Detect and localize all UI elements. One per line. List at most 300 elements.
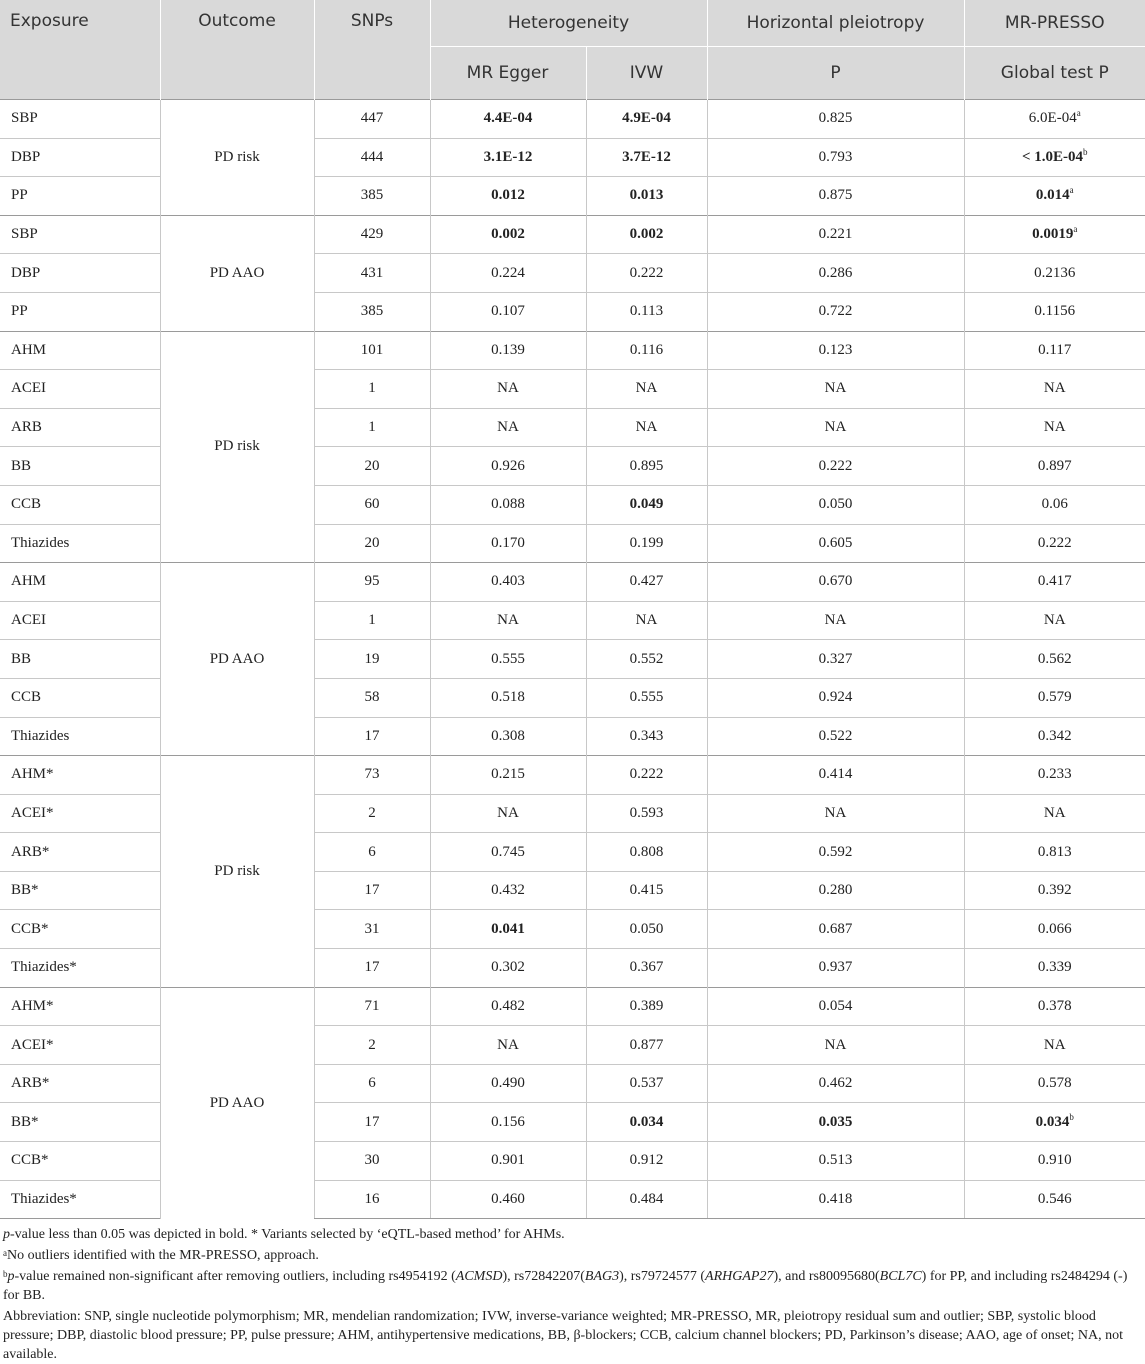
mr-egger-cell-value: 0.215 <box>491 766 525 783</box>
header-horizontal-pleiotropy: Horizontal pleiotropy <box>707 0 964 47</box>
pleiotropy-p-cell-value: 0.286 <box>818 264 853 281</box>
mr-egger-cell <box>430 756 586 795</box>
snps-cell <box>314 794 430 833</box>
ivw-cell-value: 0.199 <box>629 534 664 551</box>
pleiotropy-p-cell <box>707 910 964 949</box>
snps-cell <box>314 524 430 563</box>
mr-egger-cell-value: 0.901 <box>491 1152 525 1169</box>
exposure-cell-value: AHM* <box>11 997 54 1014</box>
snps-cell-value: 447 <box>360 110 384 127</box>
outcome-cell: PD risk <box>160 756 314 988</box>
table-row <box>0 331 1145 370</box>
pleiotropy-p-cell-value: NA <box>824 612 847 629</box>
mr-egger-cell <box>430 177 586 216</box>
pleiotropy-p-cell <box>707 871 964 910</box>
exposure-cell <box>0 254 160 293</box>
pleiotropy-p-cell-value: 0.670 <box>818 573 853 590</box>
global-test-p-cell <box>964 601 1145 640</box>
exposure-cell <box>0 447 160 486</box>
ivw-cell-value: 0.389 <box>629 997 664 1014</box>
pleiotropy-p-cell <box>707 292 964 331</box>
pleiotropy-p-cell-value: 0.513 <box>818 1152 853 1169</box>
ivw-cell <box>586 485 707 524</box>
ivw-cell <box>586 794 707 833</box>
ivw-cell-value: 0.552 <box>629 650 664 667</box>
ivw-cell-value: 0.415 <box>629 882 664 899</box>
ivw-cell <box>586 215 707 254</box>
exposure-cell-value: ACEI <box>11 380 46 397</box>
mr-egger-cell-value: NA <box>497 612 519 629</box>
footnote-text: -value less than 0.05 was depicted in bold. * Variants selected by ‘eQTL-based method’ for AHMs. <box>10 1227 565 1243</box>
table-body <box>0 100 1145 1219</box>
gene-name: ARHGAP27 <box>705 1269 774 1285</box>
snps-cell <box>314 331 430 370</box>
global-test-p-cell-value: 0.578 <box>1037 1075 1072 1092</box>
snps-cell-value: 71 <box>364 997 380 1014</box>
mr-egger-cell <box>430 833 586 872</box>
mr-egger-cell-value: NA <box>497 419 519 436</box>
global-test-p-cell <box>964 987 1145 1026</box>
pleiotropy-p-cell-value: 0.793 <box>818 148 853 165</box>
global-test-p-cell-value: 0.222 <box>1037 534 1072 551</box>
footnote-italic-p: p <box>7 1269 15 1285</box>
mr-egger-cell-value: 0.308 <box>491 727 525 744</box>
snps-cell-value: 6 <box>368 1075 376 1092</box>
exposure-cell <box>0 292 160 331</box>
snps-cell-value: 31 <box>364 920 380 937</box>
pleiotropy-p-cell <box>707 678 964 717</box>
global-test-p-cell-value: 0.392 <box>1037 882 1072 899</box>
exposure-cell <box>0 717 160 756</box>
global-test-p-cell <box>964 794 1145 833</box>
pleiotropy-p-cell-value: 0.123 <box>818 341 853 358</box>
global-test-p-cell <box>964 370 1145 409</box>
ivw-cell-value: 0.116 <box>629 341 664 358</box>
mr-egger-cell <box>430 370 586 409</box>
mr-egger-cell-value: 0.170 <box>491 534 525 551</box>
global-test-p-cell-value: NA <box>1043 1036 1066 1053</box>
global-test-p-cell <box>964 678 1145 717</box>
snps-cell <box>314 292 430 331</box>
mr-egger-cell <box>430 1142 586 1181</box>
exposure-cell <box>0 1026 160 1065</box>
exposure-cell <box>0 949 160 988</box>
snps-cell <box>314 138 430 177</box>
mr-egger-cell <box>430 485 586 524</box>
snps-cell <box>314 756 430 795</box>
pleiotropy-p-cell-value: 0.414 <box>818 766 853 783</box>
gene-name: BCL7C <box>879 1269 922 1285</box>
global-test-p-cell-value: 0.339 <box>1037 959 1072 976</box>
exposure-cell <box>0 215 160 254</box>
global-test-p-cell-value: 0.562 <box>1037 650 1072 667</box>
pleiotropy-p-cell-value: 0.722 <box>818 303 853 320</box>
snps-cell <box>314 987 430 1026</box>
mr-egger-cell-value: NA <box>497 804 519 821</box>
exposure-cell-value: AHM* <box>11 766 54 783</box>
mr-egger-cell <box>430 138 586 177</box>
header-outcome: Outcome <box>160 0 314 100</box>
global-test-p-cell <box>964 1103 1145 1142</box>
snps-cell <box>314 910 430 949</box>
ivw-cell <box>586 370 707 409</box>
exposure-cell-value: Thiazides* <box>11 959 77 976</box>
pleiotropy-p-cell <box>707 100 964 139</box>
ivw-cell-value: 3.7E-12 <box>622 148 671 165</box>
ivw-cell-value: 0.895 <box>629 457 664 474</box>
global-test-p-cell-value: 0.233 <box>1037 766 1072 783</box>
header-pleiotropy-p: P <box>707 47 964 100</box>
footnote-text: ), rs72842207( <box>502 1269 585 1285</box>
ivw-cell <box>586 331 707 370</box>
mr-egger-cell-value: 0.490 <box>491 1075 525 1092</box>
mr-egger-cell-value: 4.4E-04 <box>483 110 533 127</box>
mr-egger-cell <box>430 717 586 756</box>
mr-egger-cell-value: 0.518 <box>491 689 525 706</box>
global-test-p-cell <box>964 640 1145 679</box>
exposure-cell <box>0 408 160 447</box>
global-test-p-cell-value: 0.546 <box>1037 1190 1072 1207</box>
mr-egger-cell-value: 0.432 <box>491 882 525 899</box>
pleiotropy-p-cell-value: 0.050 <box>818 496 853 513</box>
mr-egger-cell <box>430 563 586 602</box>
pleiotropy-p-cell-value: 0.875 <box>818 187 853 204</box>
global-test-p-cell-value: NA <box>1043 804 1066 821</box>
exposure-cell <box>0 794 160 833</box>
snps-cell <box>314 563 430 602</box>
pleiotropy-p-cell-value: 0.522 <box>818 727 853 744</box>
ivw-cell-value: 0.555 <box>629 689 664 706</box>
global-test-p-cell-value: 0.1156 <box>1034 303 1076 320</box>
snps-cell-value: 16 <box>364 1190 380 1207</box>
footnote-marker: a <box>1076 108 1081 119</box>
ivw-cell <box>586 1180 707 1219</box>
snps-cell <box>314 601 430 640</box>
pleiotropy-p-cell <box>707 1180 964 1219</box>
ivw-cell <box>586 408 707 447</box>
header-heterogeneity: Heterogeneity <box>430 0 707 47</box>
snps-cell-value: 19 <box>364 650 380 667</box>
snps-cell <box>314 1026 430 1065</box>
exposure-cell <box>0 871 160 910</box>
mr-egger-cell-value: 0.482 <box>491 997 525 1014</box>
ivw-cell <box>586 524 707 563</box>
mr-egger-cell <box>430 910 586 949</box>
table-row <box>0 100 1145 139</box>
global-test-p-cell-value: 0.417 <box>1037 573 1072 590</box>
pleiotropy-p-cell <box>707 215 964 254</box>
gene-name: ACMSD <box>455 1269 503 1285</box>
pleiotropy-p-cell <box>707 177 964 216</box>
snps-cell-value: 444 <box>360 148 384 165</box>
mr-egger-cell <box>430 524 586 563</box>
snps-cell-value: 58 <box>364 689 380 706</box>
global-test-p-cell-value: 0.034 <box>1035 1113 1070 1130</box>
ivw-cell-value: 0.427 <box>629 573 664 590</box>
footnote-a <box>3 1246 1141 1265</box>
header-global-test-p: Global test P <box>964 47 1145 100</box>
global-test-p-cell-value: 0.014 <box>1035 187 1070 204</box>
ivw-cell <box>586 447 707 486</box>
mr-egger-cell <box>430 601 586 640</box>
snps-cell <box>314 1180 430 1219</box>
pleiotropy-p-cell <box>707 331 964 370</box>
global-test-p-cell-value: 0.813 <box>1037 843 1072 860</box>
ivw-cell-value: NA <box>635 380 658 397</box>
ivw-cell <box>586 177 707 216</box>
mr-egger-cell <box>430 1180 586 1219</box>
pleiotropy-p-cell-value: 0.825 <box>818 110 853 127</box>
ivw-cell <box>586 601 707 640</box>
snps-cell-value: 6 <box>368 843 376 860</box>
table-header <box>0 0 1145 100</box>
global-test-p-cell <box>964 1142 1145 1181</box>
snps-cell <box>314 1142 430 1181</box>
mr-egger-cell-value: 0.041 <box>491 920 525 937</box>
pleiotropy-p-cell-value: 0.924 <box>818 689 853 706</box>
exposure-cell <box>0 1064 160 1103</box>
exposure-cell-value: DBP <box>11 264 41 281</box>
ivw-cell <box>586 563 707 602</box>
footnote-abbreviations: Abbreviation: SNP, single nucleotide polymorphism; MR, mendelian randomization; IVW, inverse-variance weighted; MR-PRESSO, MR, pleiotropy residual sum and outlier; SBP, systolic blood pressure; DBP, diastolic blood pressure; PP, pulse pressure; AHM, antihypertensive medications, BB, β-blockers; CCB, calcium channel blockers; PD, Parkinson’s disease; AAO, age of onset; NA, not available. <box>3 1309 1123 1363</box>
mr-egger-cell <box>430 871 586 910</box>
snps-cell-value: 17 <box>364 882 380 899</box>
outcome-cell: PD risk <box>160 331 314 563</box>
footnote-marker: b <box>3 1269 8 1280</box>
mr-egger-cell-value: NA <box>497 380 519 397</box>
global-test-p-cell <box>964 871 1145 910</box>
mr-egger-cell <box>430 794 586 833</box>
header-ivw: IVW <box>586 47 707 100</box>
mr-egger-cell-value: 0.302 <box>491 959 525 976</box>
exposure-cell <box>0 138 160 177</box>
pleiotropy-p-cell <box>707 987 964 1026</box>
pleiotropy-p-cell-value: 0.054 <box>818 997 853 1014</box>
snps-cell-value: 30 <box>364 1152 380 1169</box>
footnote-b <box>3 1267 1141 1305</box>
pleiotropy-p-cell-value: 0.418 <box>818 1190 853 1207</box>
footnote-text: ), rs79724577 ( <box>619 1269 706 1285</box>
snps-cell <box>314 949 430 988</box>
ivw-cell-value: 0.877 <box>629 1036 664 1053</box>
snps-cell-value: 1 <box>368 380 376 397</box>
header-mr-egger: MR Egger <box>430 47 586 100</box>
pleiotropy-p-cell-value: 0.222 <box>818 457 853 474</box>
mr-egger-cell-value: 0.156 <box>491 1113 525 1130</box>
snps-cell-value: 385 <box>360 187 384 204</box>
ivw-cell-value: 0.002 <box>629 226 664 243</box>
snps-cell <box>314 408 430 447</box>
ivw-cell <box>586 717 707 756</box>
exposure-cell-value: ACEI* <box>11 1036 54 1053</box>
footnote-text: -value remained non-significant after removing outliers, including rs4954192 ( <box>14 1269 456 1285</box>
ivw-cell-value: 0.808 <box>629 843 664 860</box>
ivw-cell-value: 0.113 <box>629 303 664 320</box>
mr-egger-cell <box>430 640 586 679</box>
global-test-p-cell <box>964 485 1145 524</box>
snps-cell <box>314 447 430 486</box>
exposure-cell <box>0 987 160 1026</box>
pleiotropy-p-cell <box>707 756 964 795</box>
footnote-marker: b <box>1083 146 1088 157</box>
mr-egger-cell <box>430 408 586 447</box>
snps-cell <box>314 177 430 216</box>
ivw-cell-value: NA <box>635 419 658 436</box>
pleiotropy-p-cell <box>707 408 964 447</box>
mr-egger-cell-value: 0.002 <box>491 226 525 243</box>
snps-cell <box>314 485 430 524</box>
global-test-p-cell-value: 0.910 <box>1037 1152 1072 1169</box>
snps-cell-value: 1 <box>368 612 376 629</box>
snps-cell-value: 2 <box>368 804 376 821</box>
snps-cell <box>314 254 430 293</box>
mr-egger-cell-value: 0.745 <box>491 843 525 860</box>
snps-cell-value: 20 <box>364 457 380 474</box>
mr-egger-cell <box>430 678 586 717</box>
ivw-cell <box>586 640 707 679</box>
exposure-cell-value: Thiazides* <box>11 1190 77 1207</box>
exposure-cell <box>0 1103 160 1142</box>
footnote-marker: a <box>1069 185 1074 196</box>
snps-cell-value: 385 <box>360 303 384 320</box>
table-row <box>0 563 1145 602</box>
ivw-cell <box>586 678 707 717</box>
ivw-cell <box>586 138 707 177</box>
ivw-cell-value: 0.367 <box>629 959 664 976</box>
exposure-cell <box>0 640 160 679</box>
snps-cell <box>314 215 430 254</box>
global-test-p-cell <box>964 756 1145 795</box>
global-test-p-cell-value: 0.117 <box>1038 341 1072 358</box>
exposure-cell-value: ACEI* <box>11 804 54 821</box>
pleiotropy-p-cell-value: 0.035 <box>818 1113 853 1130</box>
global-test-p-cell <box>964 833 1145 872</box>
outcome-cell: PD AAO <box>160 563 314 756</box>
global-test-p-cell <box>964 292 1145 331</box>
mr-egger-cell-value: 0.139 <box>491 341 525 358</box>
mr-egger-cell-value: 0.224 <box>491 264 525 281</box>
ivw-cell-value: 0.912 <box>629 1152 664 1169</box>
global-test-p-cell <box>964 1180 1145 1219</box>
pleiotropy-p-cell-value: NA <box>824 419 847 436</box>
ivw-cell <box>586 1026 707 1065</box>
mr-egger-cell <box>430 215 586 254</box>
mr-egger-cell <box>430 949 586 988</box>
snps-cell <box>314 833 430 872</box>
mr-egger-cell-value: 0.926 <box>491 457 525 474</box>
pleiotropy-p-cell-value: 0.937 <box>818 959 853 976</box>
header-mr-presso: MR-PRESSO <box>964 0 1145 47</box>
pleiotropy-p-cell <box>707 794 964 833</box>
global-test-p-cell-value: 0.579 <box>1037 689 1072 706</box>
table-row <box>0 756 1145 795</box>
ivw-cell <box>586 949 707 988</box>
mr-egger-cell <box>430 100 586 139</box>
mr-egger-cell-value: 0.555 <box>491 650 525 667</box>
global-test-p-cell <box>964 1064 1145 1103</box>
global-test-p-cell-value: 0.342 <box>1037 727 1072 744</box>
outcome-cell: PD risk <box>160 100 314 216</box>
snps-cell-value: 101 <box>360 341 384 358</box>
global-test-p-cell <box>964 331 1145 370</box>
ivw-cell <box>586 100 707 139</box>
snps-cell-value: 60 <box>364 496 380 513</box>
exposure-cell-value: PP <box>11 187 28 204</box>
ivw-cell <box>586 987 707 1026</box>
exposure-cell-value: CCB <box>11 689 42 706</box>
exposure-cell <box>0 331 160 370</box>
global-test-p-cell <box>964 447 1145 486</box>
snps-cell <box>314 871 430 910</box>
exposure-cell <box>0 563 160 602</box>
snps-cell-value: 429 <box>360 226 384 243</box>
footnote-text: ), and rs80095680( <box>773 1269 880 1285</box>
snps-cell <box>314 1064 430 1103</box>
exposure-cell-value: ARB* <box>11 843 50 860</box>
pleiotropy-p-cell <box>707 370 964 409</box>
pleiotropy-p-cell-value: NA <box>824 380 847 397</box>
mr-egger-cell <box>430 331 586 370</box>
pleiotropy-p-cell <box>707 1142 964 1181</box>
pleiotropy-p-cell <box>707 485 964 524</box>
pleiotropy-p-cell-value: 0.221 <box>818 226 853 243</box>
pleiotropy-p-cell <box>707 601 964 640</box>
ivw-cell-value: 4.9E-04 <box>622 110 671 127</box>
snps-cell-value: 2 <box>368 1036 376 1053</box>
snps-cell <box>314 640 430 679</box>
table-row <box>0 215 1145 254</box>
exposure-cell <box>0 100 160 139</box>
pleiotropy-p-cell <box>707 833 964 872</box>
ivw-cell <box>586 1064 707 1103</box>
exposure-cell <box>0 485 160 524</box>
global-test-p-cell-value: 0.897 <box>1037 457 1072 474</box>
ivw-cell <box>586 292 707 331</box>
ivw-cell <box>586 1103 707 1142</box>
exposure-cell-value: CCB <box>11 496 42 513</box>
exposure-cell <box>0 756 160 795</box>
ivw-cell <box>586 871 707 910</box>
pleiotropy-p-cell-value: 0.280 <box>818 882 853 899</box>
mr-egger-cell-value: 0.107 <box>491 303 525 320</box>
global-test-p-cell-value: 0.066 <box>1037 920 1072 937</box>
snps-cell-value: 17 <box>364 1113 380 1130</box>
ivw-cell-value: 0.013 <box>629 187 664 204</box>
ivw-cell <box>586 756 707 795</box>
snps-cell <box>314 100 430 139</box>
pleiotropy-p-cell <box>707 640 964 679</box>
snps-cell-value: 73 <box>364 766 380 783</box>
table-row <box>0 987 1145 1026</box>
global-test-p-cell-value: 0.2136 <box>1034 264 1076 281</box>
exposure-cell-value: Thiazides <box>11 534 70 551</box>
ivw-cell-value: 0.034 <box>629 1113 664 1130</box>
mr-egger-cell <box>430 1026 586 1065</box>
footnote-text: No outliers identified with the MR-PRESSO, approach. <box>7 1248 319 1264</box>
mr-egger-cell-value: 0.460 <box>491 1190 525 1207</box>
snps-cell-value: 17 <box>364 959 380 976</box>
global-test-p-cell <box>964 949 1145 988</box>
exposure-cell-value: AHM <box>11 341 47 358</box>
exposure-cell-value: AHM <box>11 573 47 590</box>
exposure-cell-value: CCB* <box>11 920 49 937</box>
pleiotropy-p-cell-value: NA <box>824 1036 847 1053</box>
exposure-cell <box>0 910 160 949</box>
snps-cell <box>314 678 430 717</box>
pleiotropy-p-cell <box>707 1103 964 1142</box>
exposure-cell <box>0 524 160 563</box>
gene-name: BAG3 <box>584 1269 620 1285</box>
